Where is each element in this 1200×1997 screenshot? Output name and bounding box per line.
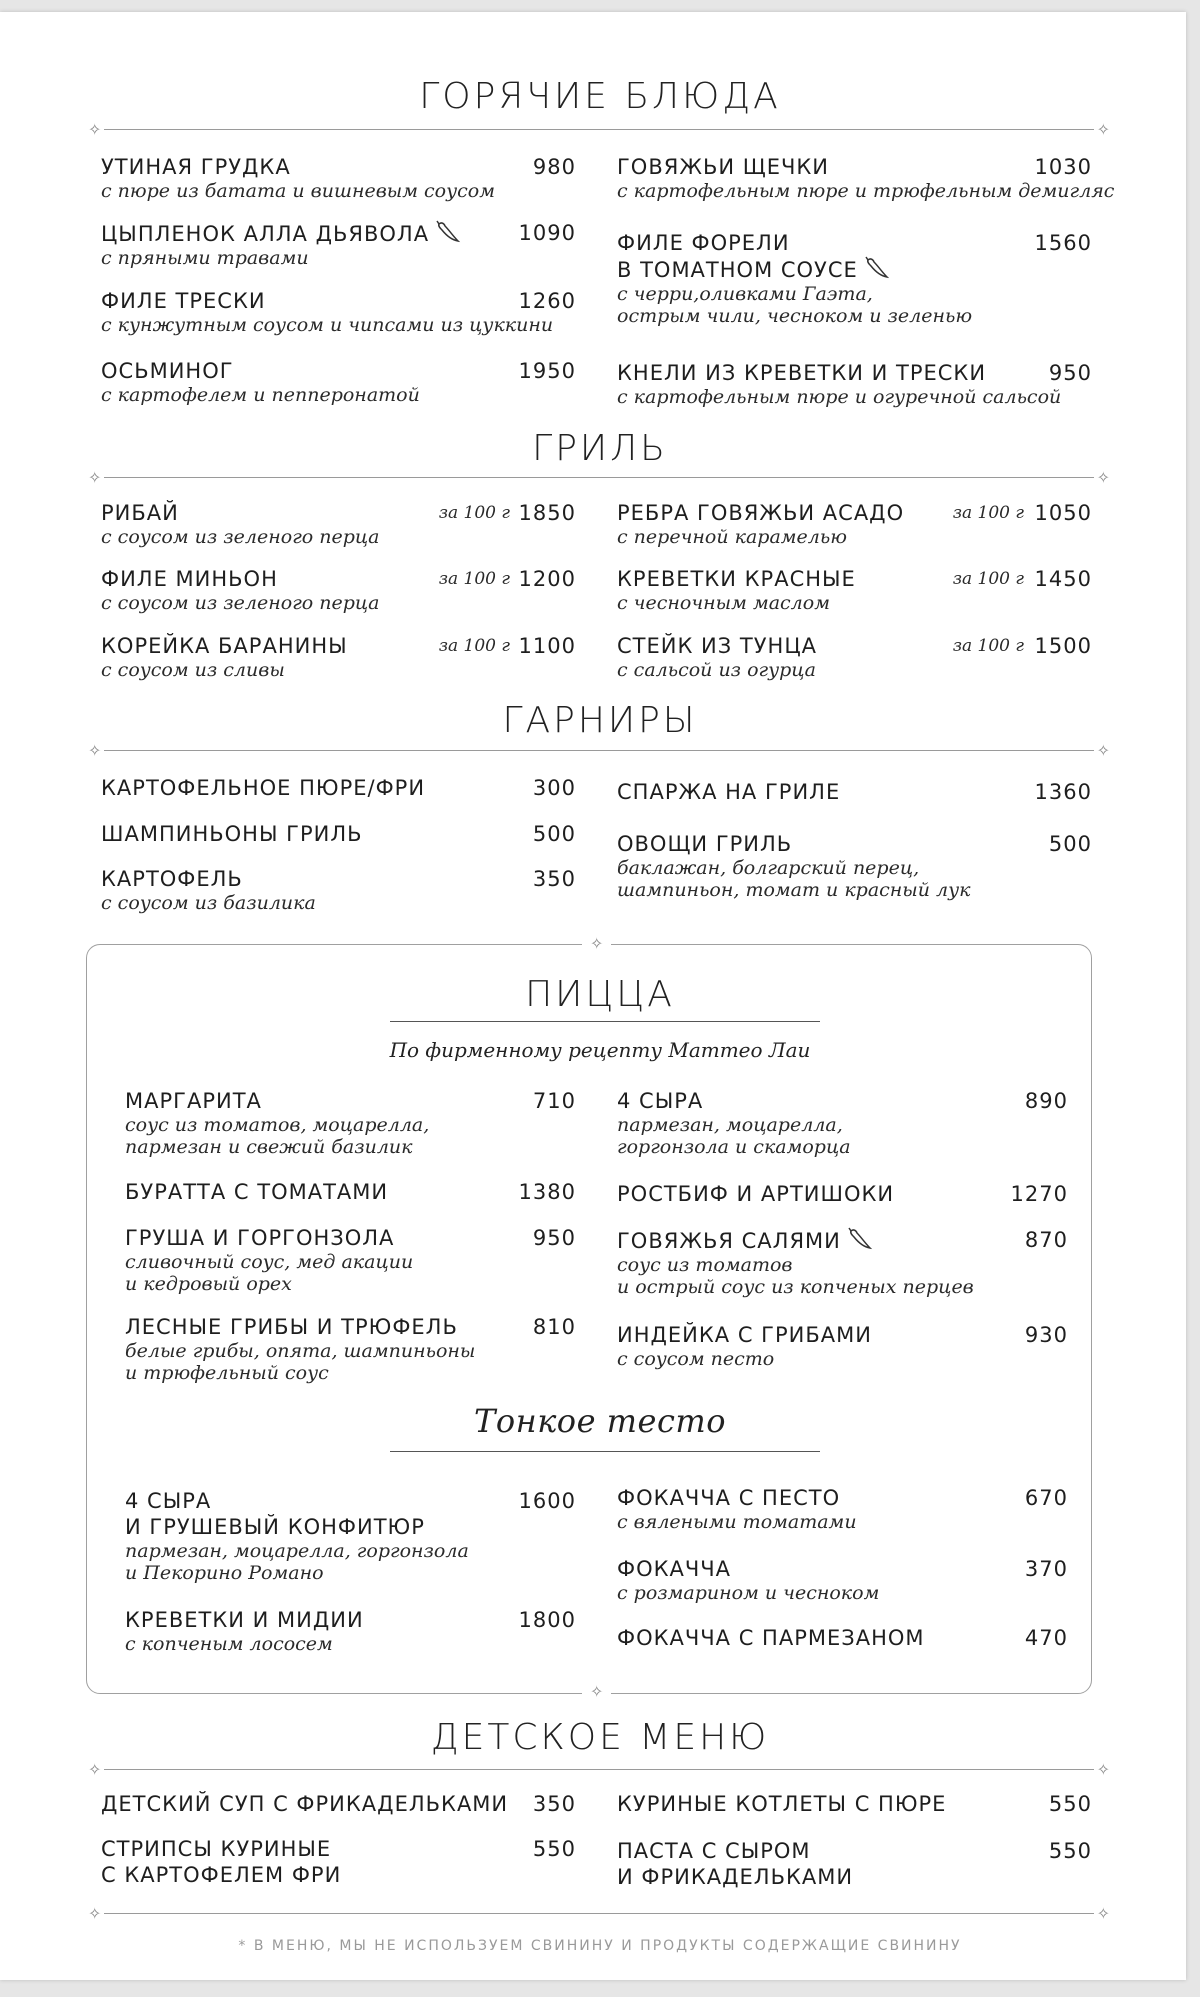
item-description: с соусом из зеленого перца bbox=[101, 592, 380, 614]
item-price: 1380 bbox=[518, 1180, 576, 1204]
ornament-icon: ✧ bbox=[88, 1904, 102, 1923]
ornament-icon: ✧ bbox=[88, 120, 102, 139]
item-price: 1850 bbox=[518, 501, 576, 525]
item-name: 4 СЫРА bbox=[617, 1089, 704, 1113]
menu-item bbox=[125, 1488, 469, 1584]
item-name: И ФРИКАДЕЛЬКАМИ bbox=[617, 1865, 854, 1889]
item-price: 1360 bbox=[1034, 780, 1092, 804]
ornament-icon: ✧ bbox=[1096, 741, 1110, 760]
item-description: пармезан и свежий базилик bbox=[125, 1136, 413, 1158]
item-description: с соусом из сливы bbox=[101, 659, 285, 681]
ornament-icon: ✧ bbox=[88, 468, 102, 487]
menu-item bbox=[125, 1179, 388, 1205]
section-divider bbox=[88, 1760, 1110, 1779]
item-price: 1450 bbox=[1034, 567, 1092, 591]
item-price: 950 bbox=[1048, 361, 1092, 385]
ornament-icon: ✧ bbox=[582, 934, 611, 953]
item-name: ПАСТА С СЫРОМ bbox=[617, 1839, 811, 1863]
item-description: с кунжутным соусом и чипсами из цуккини bbox=[101, 314, 554, 336]
per-weight-label: за 100 г bbox=[952, 636, 1024, 656]
item-price: 350 bbox=[532, 867, 576, 891]
item-price: 370 bbox=[1024, 1557, 1068, 1581]
item-description: с картофельным пюре и огуречной сальсой bbox=[617, 386, 1062, 408]
menu-item bbox=[617, 1181, 894, 1207]
item-description: с черри,оливками Гаэта, bbox=[617, 283, 873, 305]
menu-item bbox=[101, 288, 553, 336]
ornament-icon: ✧ bbox=[1096, 1760, 1110, 1779]
item-description: с соусом песто bbox=[617, 1348, 775, 1370]
item-name: ФОКАЧЧА bbox=[617, 1557, 732, 1581]
section-title-hot: ГОРЯЧИЕ БЛЮДА bbox=[419, 76, 781, 117]
item-description: с чесночным маслом bbox=[617, 592, 830, 614]
item-price: 1200 bbox=[518, 567, 576, 591]
per-weight-label: за 100 г bbox=[438, 569, 510, 589]
menu-item bbox=[617, 360, 1061, 408]
item-price: 1270 bbox=[1010, 1182, 1068, 1206]
item-description: горгонзола и скаморца bbox=[617, 1136, 851, 1158]
item-price: 670 bbox=[1024, 1486, 1068, 1510]
item-name: КРЕВЕТКИ КРАСНЫЕ bbox=[617, 567, 856, 591]
item-name: ФИЛЕ МИНЬОН bbox=[101, 567, 278, 591]
item-name: КРЕВЕТКИ И МИДИИ bbox=[125, 1608, 364, 1632]
item-description: с розмарином и чесноком bbox=[617, 1582, 880, 1604]
menu-item bbox=[101, 154, 495, 202]
item-price: 710 bbox=[532, 1089, 576, 1113]
per-weight-label: за 100 г bbox=[952, 503, 1024, 523]
item-description: баклажан, болгарский перец, bbox=[617, 857, 920, 879]
item-price: 500 bbox=[532, 822, 576, 846]
item-name: В ТОМАТНОМ СОУСЕ bbox=[617, 258, 858, 282]
item-description: пармезан, моцарелла, горгонзола bbox=[125, 1540, 469, 1562]
title-underline bbox=[390, 1451, 820, 1452]
item-price: 870 bbox=[1024, 1228, 1068, 1252]
item-description: с картофельным пюре и трюфельным демигляс bbox=[617, 180, 1115, 202]
item-name: ЦЫПЛЕНОК АЛЛА ДЬЯВОЛА bbox=[101, 222, 430, 246]
item-price: 350 bbox=[532, 1792, 576, 1816]
item-name: С КАРТОФЕЛЕМ ФРИ bbox=[101, 1863, 342, 1887]
item-name: ГОВЯЖЬИ ЩЕЧКИ bbox=[617, 155, 829, 179]
item-name: КНЕЛИ ИЗ КРЕВЕТКИ И ТРЕСКИ bbox=[617, 361, 987, 385]
item-name: ФИЛЕ ТРЕСКИ bbox=[101, 289, 266, 313]
item-price: 550 bbox=[532, 1837, 576, 1861]
item-name: ФИЛЕ ФОРЕЛИ bbox=[617, 231, 790, 255]
per-weight-label: за 100 г bbox=[438, 636, 510, 656]
item-name: КОРЕЙКА БАРАНИНЫ bbox=[101, 634, 348, 658]
item-name: ОВОЩИ ГРИЛЬ bbox=[617, 832, 793, 856]
item-name: БУРАТТА С ТОМАТАМИ bbox=[125, 1180, 389, 1204]
menu-item bbox=[617, 633, 817, 681]
item-description: с соусом из зеленого перца bbox=[101, 526, 380, 548]
menu-item bbox=[101, 500, 380, 548]
item-name: ОСЬМИНОГ bbox=[101, 359, 234, 383]
item-price: 300 bbox=[532, 776, 576, 800]
title-underline bbox=[390, 1021, 820, 1022]
item-description: с перечной карамелью bbox=[617, 526, 847, 548]
item-name: РОСТБИФ И АРТИШОКИ bbox=[617, 1182, 895, 1206]
ornament-icon: ✧ bbox=[1096, 120, 1110, 139]
item-description: пармезан, моцарелла, bbox=[617, 1114, 843, 1136]
item-name: РИБАЙ bbox=[101, 501, 179, 525]
item-price: 1090 bbox=[518, 221, 576, 245]
section-divider bbox=[88, 1904, 1110, 1923]
menu-item bbox=[101, 358, 420, 406]
item-price: 1500 bbox=[1034, 634, 1092, 658]
item-description: и Пекорино Романо bbox=[125, 1562, 324, 1584]
item-price: 1600 bbox=[518, 1489, 576, 1513]
menu-item bbox=[125, 1314, 475, 1384]
item-description: шампиньон, томат и красный лук bbox=[617, 879, 971, 901]
menu-item bbox=[101, 566, 380, 614]
item-description: с картофелем и пепперонатой bbox=[101, 384, 420, 406]
chili-pepper-icon bbox=[847, 1227, 873, 1251]
item-name: КАРТОФЕЛЬНОЕ ПЮРЕ/ФРИ bbox=[101, 776, 426, 800]
menu-item bbox=[125, 1088, 429, 1158]
item-name: И ГРУШЕВЫЙ КОНФИТЮР bbox=[125, 1515, 425, 1539]
section-divider bbox=[88, 120, 1110, 139]
item-description: с вялеными томатами bbox=[617, 1511, 857, 1533]
pizza-subtitle: По фирменному рецепту Маттео Лаи bbox=[389, 1038, 811, 1062]
item-description: с соусом из базилика bbox=[101, 892, 316, 914]
item-name: КАРТОФЕЛЬ bbox=[101, 867, 243, 891]
menu-item bbox=[101, 821, 363, 847]
item-price: 1260 bbox=[518, 289, 576, 313]
item-name: СТЕЙК ИЗ ТУНЦА bbox=[617, 634, 817, 658]
item-price: 500 bbox=[1048, 832, 1092, 856]
item-price: 550 bbox=[1048, 1839, 1092, 1863]
menu-item bbox=[125, 1225, 413, 1295]
menu-item bbox=[101, 633, 348, 681]
menu-item bbox=[617, 831, 971, 901]
section-title-pizza: ПИЦЦА bbox=[525, 974, 675, 1015]
ornament-icon: ✧ bbox=[88, 1760, 102, 1779]
ornament-icon: ✧ bbox=[1096, 1904, 1110, 1923]
item-description: сливочный соус, мед акации bbox=[125, 1251, 414, 1273]
item-name: УТИНАЯ ГРУДКА bbox=[101, 155, 291, 179]
item-description: соус из томатов bbox=[617, 1254, 793, 1276]
chili-pepper-icon bbox=[864, 256, 890, 280]
item-description: и острый соус из копченых перцев bbox=[617, 1276, 974, 1298]
item-price: 1050 bbox=[1034, 501, 1092, 525]
item-name: 4 СЫРА bbox=[125, 1489, 212, 1513]
section-title-kids: ДЕТСКОЕ МЕНЮ bbox=[430, 1717, 770, 1758]
menu-item bbox=[617, 1556, 879, 1604]
section-title-grill: ГРИЛЬ bbox=[532, 428, 668, 469]
menu-item bbox=[617, 1088, 851, 1158]
item-name: РЕБРА ГОВЯЖЬИ АСАДО bbox=[617, 501, 905, 525]
chili-pepper-icon bbox=[435, 220, 461, 244]
menu-item bbox=[101, 866, 316, 914]
menu-item bbox=[617, 1322, 872, 1370]
item-price: 1030 bbox=[1034, 155, 1092, 179]
item-price: 1100 bbox=[518, 634, 576, 658]
menu-item bbox=[101, 775, 425, 801]
item-name: ИНДЕЙКА С ГРИБАМИ bbox=[617, 1323, 872, 1347]
menu-item bbox=[617, 1485, 857, 1533]
menu-item bbox=[617, 230, 972, 327]
menu-item bbox=[617, 1791, 946, 1817]
menu-item bbox=[617, 1625, 925, 1651]
item-price: 1950 bbox=[518, 359, 576, 383]
item-name: СТРИПСЫ КУРИНЫЕ bbox=[101, 1837, 332, 1861]
item-description: с копченым лососем bbox=[125, 1633, 333, 1655]
menu-item bbox=[617, 779, 840, 805]
item-description: с сальсой из огурца bbox=[617, 659, 816, 681]
footer-note: * В МЕНЮ, МЫ НЕ ИСПОЛЬЗУЕМ СВИНИНУ И ПРОДУКТЫ СОДЕРЖАЩИЕ СВИНИНУ bbox=[238, 1938, 962, 1954]
item-price: 890 bbox=[1024, 1089, 1068, 1113]
ornament-icon: ✧ bbox=[1096, 468, 1110, 487]
item-price: 1800 bbox=[518, 1608, 576, 1632]
item-price: 810 bbox=[532, 1315, 576, 1339]
menu-item bbox=[101, 220, 461, 269]
ornament-icon: ✧ bbox=[582, 1682, 611, 1701]
menu-item bbox=[101, 1791, 508, 1817]
item-price: 930 bbox=[1024, 1323, 1068, 1347]
menu-item bbox=[125, 1607, 364, 1655]
section-title-sides: ГАРНИРЫ bbox=[502, 700, 698, 741]
item-name: ФОКАЧЧА С ПАРМЕЗАНОМ bbox=[617, 1626, 925, 1650]
menu-item bbox=[617, 500, 904, 548]
item-name: ДЕТСКИЙ СУП С ФРИКАДЕЛЬКАМИ bbox=[101, 1792, 509, 1816]
item-name: СПАРЖА НА ГРИЛЕ bbox=[617, 780, 841, 804]
thin-crust-title: Тонкое тесто bbox=[474, 1402, 726, 1440]
menu-item bbox=[101, 1836, 341, 1888]
item-name: КУРИНЫЕ КОТЛЕТЫ С ПЮРЕ bbox=[617, 1792, 947, 1816]
menu-item bbox=[617, 1227, 974, 1298]
item-price: 950 bbox=[532, 1226, 576, 1250]
item-description: острым чили, чесноком и зеленью bbox=[617, 305, 973, 327]
item-description: и трюфельный соус bbox=[125, 1362, 329, 1384]
item-price: 470 bbox=[1024, 1626, 1068, 1650]
per-weight-label: за 100 г bbox=[952, 569, 1024, 589]
menu-item bbox=[617, 1838, 853, 1890]
item-description: с пюре из батата и вишневым соусом bbox=[101, 180, 495, 202]
item-price: 1560 bbox=[1034, 231, 1092, 255]
item-price: 550 bbox=[1048, 1792, 1092, 1816]
item-description: соус из томатов, моцарелла, bbox=[125, 1114, 430, 1136]
item-name: ГРУША И ГОРГОНЗОЛА bbox=[125, 1226, 395, 1250]
section-divider bbox=[88, 468, 1110, 487]
item-name: ЛЕСНЫЕ ГРИБЫ И ТРЮФЕЛЬ bbox=[125, 1315, 458, 1339]
item-name: ФОКАЧЧА С ПЕСТО bbox=[617, 1486, 841, 1510]
menu-item bbox=[617, 566, 856, 614]
section-divider bbox=[88, 741, 1110, 760]
item-description: белые грибы, опята, шампиньоны bbox=[125, 1340, 476, 1362]
item-price: 980 bbox=[532, 155, 576, 179]
ornament-icon: ✧ bbox=[88, 741, 102, 760]
per-weight-label: за 100 г bbox=[438, 503, 510, 523]
item-description: с пряными травами bbox=[101, 247, 309, 269]
item-name: ШАМПИНЬОНЫ ГРИЛЬ bbox=[101, 822, 363, 846]
item-name: МАРГАРИТА bbox=[125, 1089, 262, 1113]
item-description: и кедровый орех bbox=[125, 1273, 292, 1295]
item-name: ГОВЯЖЬЯ САЛЯМИ bbox=[617, 1229, 841, 1253]
